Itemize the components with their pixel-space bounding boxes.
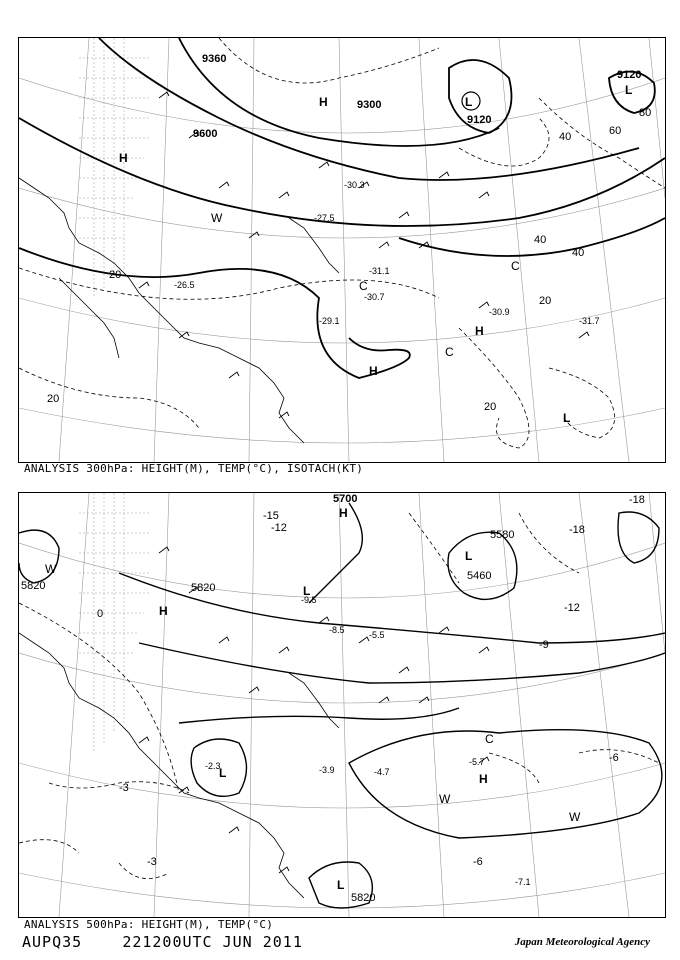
valid-time: 221200UTC JUN 2011 — [122, 933, 303, 951]
isotherm-label: 0 — [97, 608, 104, 620]
low-pressure-marker: L — [625, 83, 633, 97]
height-label: 9600 — [193, 128, 218, 140]
map-300hpa-canvas — [19, 38, 665, 462]
caption-500hpa: ANALYSIS 500hPa: HEIGHT(M), TEMP(°C) — [24, 918, 274, 931]
cold-marker: C — [359, 279, 368, 293]
height-label: 5820 — [21, 580, 46, 592]
temp-label: -26.5 — [174, 280, 195, 290]
cold-marker: C — [511, 259, 520, 273]
isotach-label: 40 — [572, 247, 585, 259]
map-500hpa — [18, 492, 666, 918]
isotach-label: 80 — [639, 107, 652, 119]
height-contours-500 — [19, 503, 665, 908]
map-500hpa-canvas — [19, 493, 665, 917]
isotach-label: 20 — [484, 401, 497, 413]
low-pressure-marker: L — [303, 584, 311, 598]
height-label: 9120 — [467, 114, 492, 126]
height-label: 9300 — [357, 99, 382, 111]
cold-marker: C — [445, 345, 454, 359]
low-pressure-marker: L — [465, 549, 473, 563]
high-pressure-marker: H — [119, 151, 128, 165]
low-pressure-marker: L — [563, 411, 571, 425]
isotherm-contours-500 — [19, 513, 659, 879]
low-pressure-marker: L — [219, 766, 227, 780]
isotach-label: 40 — [559, 131, 572, 143]
isotach-label: 20 — [109, 269, 122, 281]
temp-label: -30.9 — [489, 307, 510, 317]
height-label: 9360 — [202, 53, 227, 65]
temp-label: -31.7 — [579, 316, 600, 326]
hatched-area-300 — [79, 38, 149, 298]
hatched-area-500 — [79, 493, 149, 753]
temp-label: -27.5 — [314, 213, 335, 223]
isotherm-label: -12 — [564, 602, 580, 614]
caption-300hpa: ANALYSIS 300hPa: HEIGHT(M), TEMP(°C), ISOTACH(KT) — [24, 462, 364, 475]
warm-marker: W — [569, 810, 581, 824]
temp-label: -2.3 — [205, 761, 221, 771]
height-label: 5820 — [191, 582, 216, 594]
high-pressure-marker: H — [479, 772, 488, 786]
low-pressure-marker: L — [465, 95, 473, 109]
isotach-label: 20 — [539, 295, 552, 307]
temp-label: -7.1 — [515, 877, 531, 887]
warm-marker: W — [439, 792, 451, 806]
temp-label: -3.9 — [319, 765, 335, 775]
high-pressure-marker: H — [369, 364, 378, 378]
height-label: 9120 — [617, 69, 642, 81]
high-pressure-marker: H — [159, 604, 168, 618]
height-contours-300 — [19, 38, 665, 378]
isotherm-label: -3 — [119, 782, 129, 794]
chart-code: AUPQ35 — [22, 933, 83, 951]
isotherm-label: -18 — [569, 524, 585, 536]
warm-marker: W — [45, 562, 57, 576]
isotach-label: 60 — [609, 125, 622, 137]
isotherm-label: -18 — [629, 494, 645, 506]
isotach-label: 20 — [47, 393, 60, 405]
chart-identifier — [22, 933, 303, 951]
isotherm-label: -15 — [263, 510, 279, 522]
isotherm-label: -3 — [147, 856, 157, 868]
height-label: 5580 — [490, 529, 515, 541]
temp-label: -5.7 — [469, 757, 485, 767]
height-label: 5460 — [467, 570, 492, 582]
high-pressure-marker: H — [339, 506, 348, 520]
high-pressure-marker: H — [319, 95, 328, 109]
isotherm-label: -6 — [473, 856, 483, 868]
high-pressure-marker: H — [475, 324, 484, 338]
temp-label: -8.5 — [329, 625, 345, 635]
temp-label: -31.1 — [369, 266, 390, 276]
agency-name: Japan Meteorological Agency — [514, 936, 650, 948]
graticule-500 — [19, 493, 665, 917]
low-pressure-marker: L — [337, 878, 345, 892]
temp-contours-300 — [19, 38, 665, 448]
temp-label: -9.5 — [301, 595, 317, 605]
temp-label: -29.1 — [319, 316, 340, 326]
temp-label: -4.7 — [374, 767, 390, 777]
isotach-label: 40 — [534, 234, 547, 246]
temp-label: -30.3 — [344, 180, 365, 190]
height-label: 5700 — [333, 493, 358, 505]
isotherm-label: -9 — [539, 639, 549, 651]
warm-marker: W — [211, 211, 223, 225]
temp-label: -30.7 — [364, 292, 385, 302]
height-label: 5820 — [351, 892, 376, 904]
cold-marker: C — [485, 732, 494, 746]
isotherm-label: -6 — [609, 752, 619, 764]
map-300hpa — [18, 37, 666, 463]
temp-label: -5.5 — [369, 630, 385, 640]
isotherm-label: -12 — [271, 522, 287, 534]
